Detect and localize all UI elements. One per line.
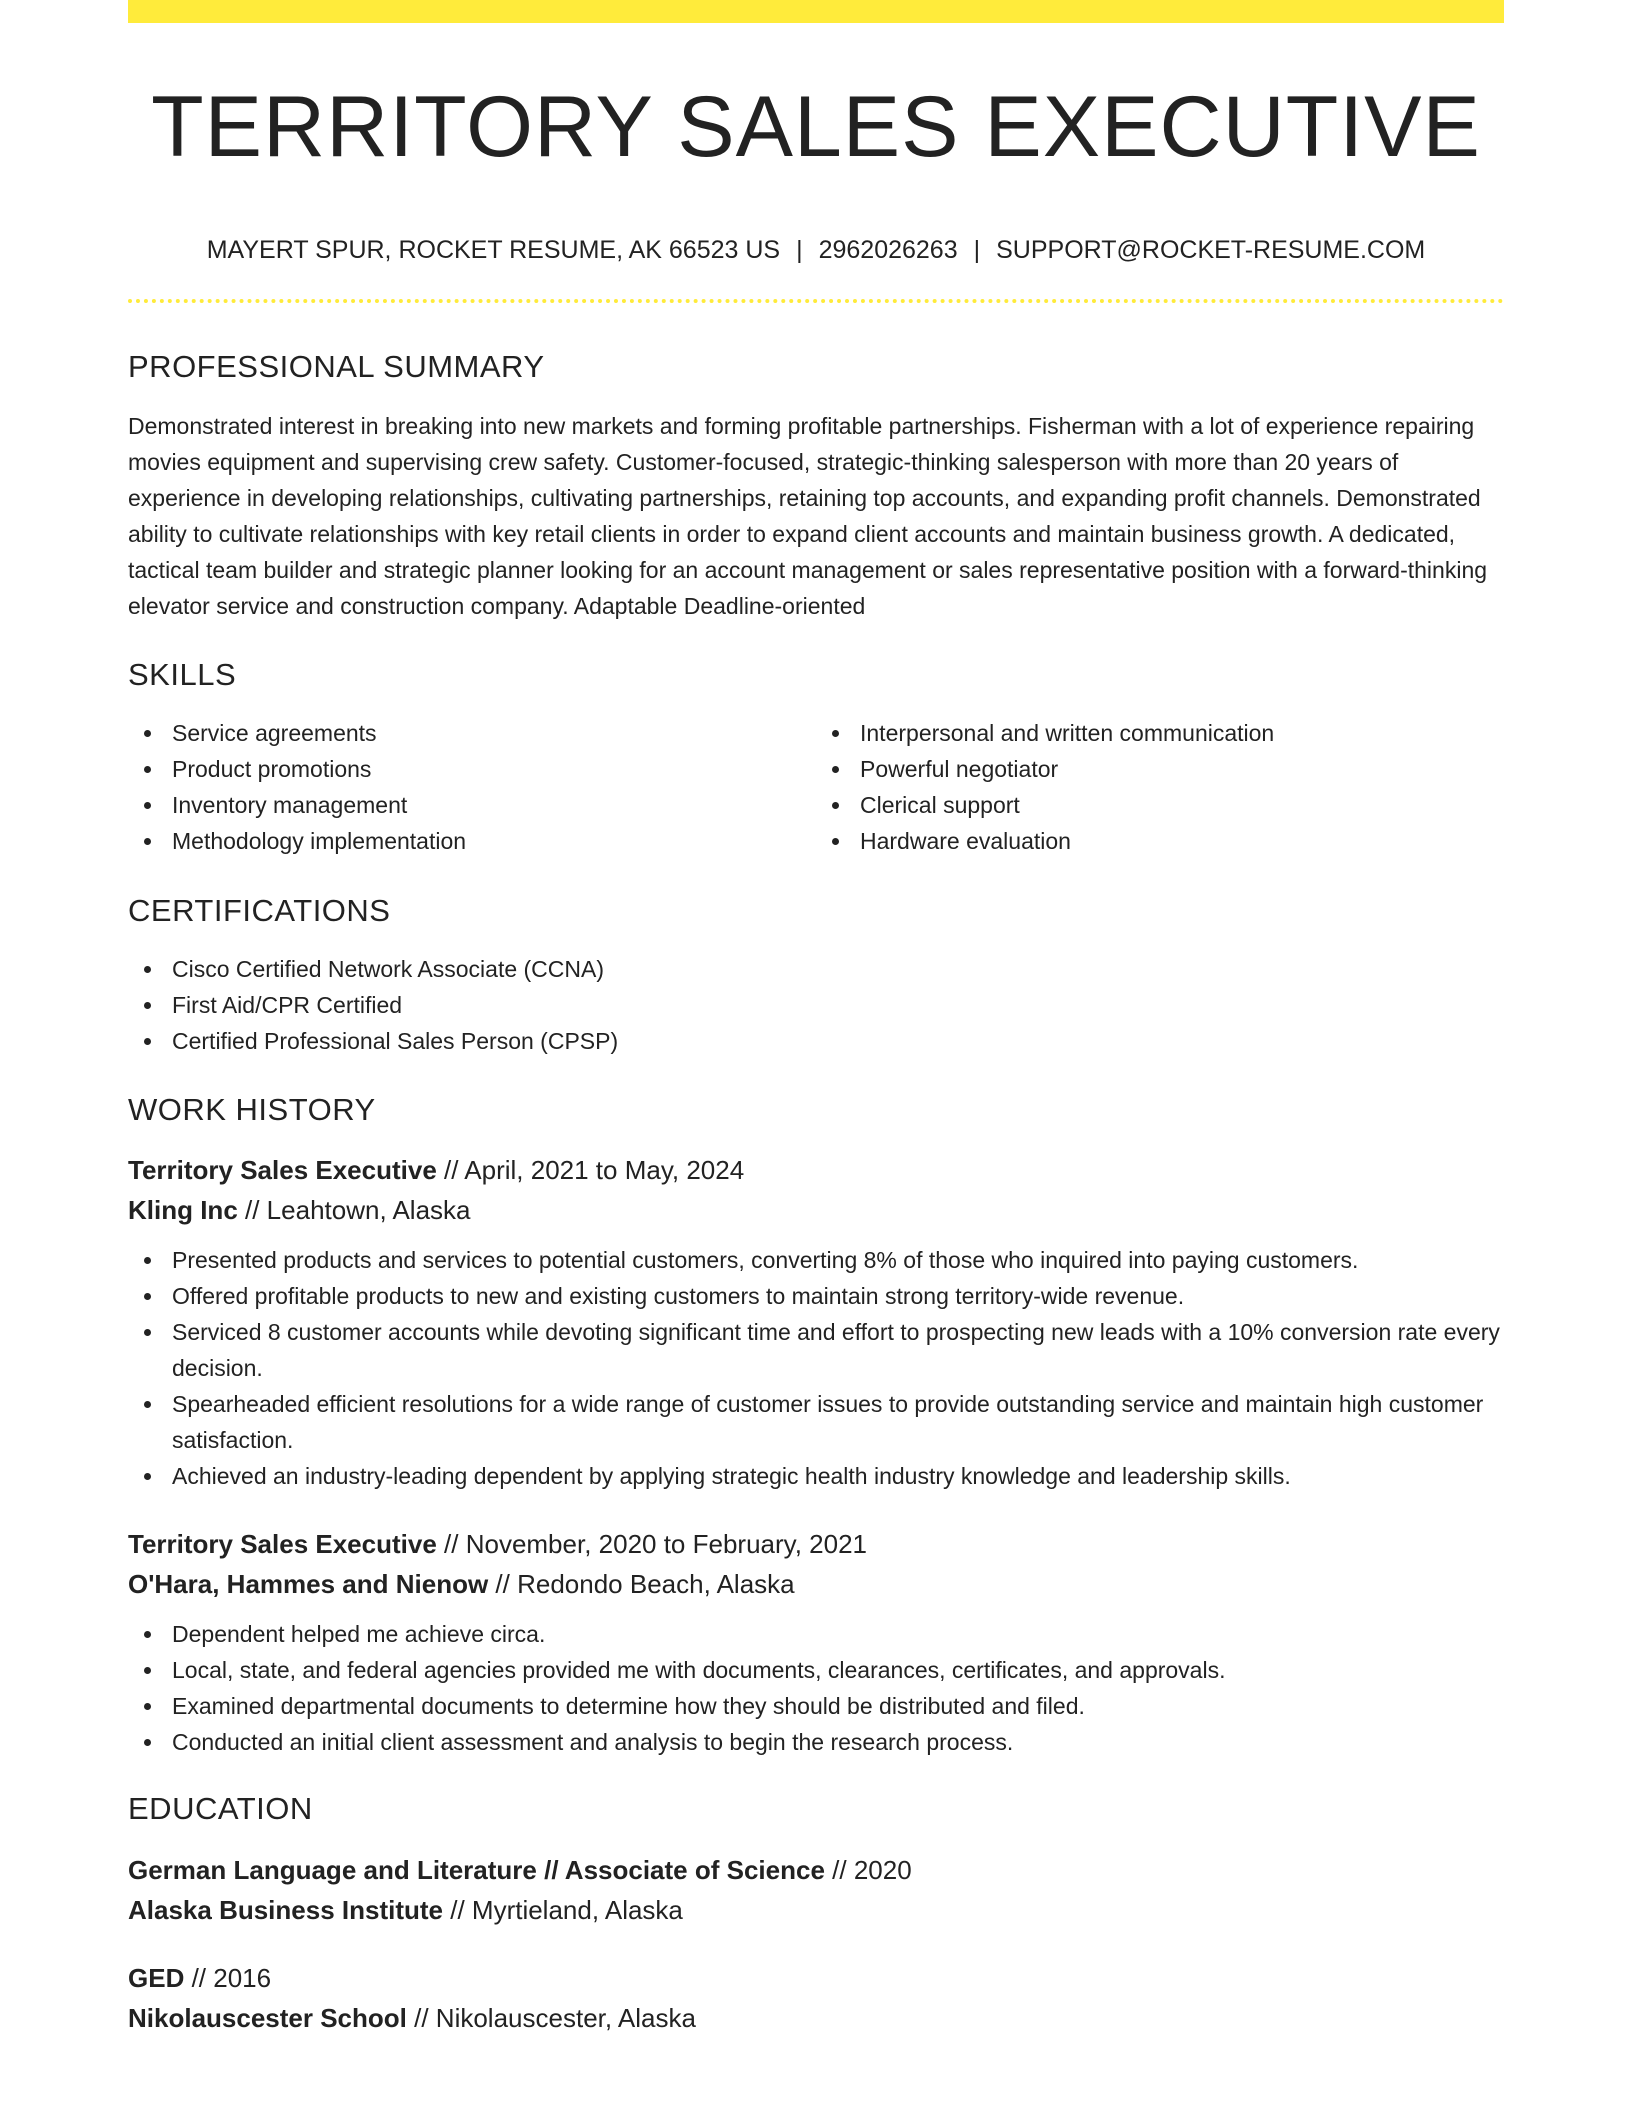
list-item: Examined departmental documents to determine how they should be distributed and filed. (128, 1688, 1504, 1724)
education-school-line (128, 1998, 1504, 2038)
job-location: // Leahtown, Alaska (245, 1195, 471, 1226)
contact-line (128, 235, 1504, 265)
job-role-line (128, 1150, 1504, 1190)
list-item: Conducted an initial client assessment and analysis to begin the research process. (128, 1724, 1504, 1760)
contact-separator: | (796, 235, 803, 264)
education-entry (128, 1958, 1504, 2038)
list-item: Spearheaded efficient resolutions for a wide range of customer issues to provide outstanding service and maintain high customer satisfaction. (128, 1386, 1504, 1458)
list-item: Product promotions (128, 751, 816, 787)
education-year: // 2016 (191, 1962, 272, 1993)
education-school: Alaska Business Institute (128, 1894, 443, 1925)
job-location: // Redondo Beach, Alaska (495, 1569, 795, 1600)
job-entry (128, 1524, 1504, 1760)
job-company-line (128, 1564, 1504, 1604)
job-company: Kling Inc (128, 1195, 238, 1226)
skills-heading: SKILLS (128, 656, 237, 692)
education-school: Nikolauscester School (128, 2002, 407, 2033)
list-item: Inventory management (128, 787, 816, 823)
summary-text: Demonstrated interest in breaking into new markets and forming profitable partnerships. Fisherman with a lot of experience repairing movies equipment and supervising crew safety. Customer-focused, strategic-thinking salesperson with more than 20 years of experience in developing relationships, cultivating partnerships, retaining top accounts, and expanding profit channels. Demonstrated ability to cultivate relationships with key retail clients in order to expand client accounts and maintain business growth. A dedicated, tactical team builder and strategic planner looking for an account management or sales representative position with a forward-thinking elevator service and construction company. Adaptable Deadline-oriented (128, 412, 1488, 619)
resume-name: TERRITORY SALES EXECUTIVE (151, 79, 1481, 175)
education-heading: EDUCATION (128, 1791, 313, 1827)
job-role: Territory Sales Executive (128, 1155, 437, 1186)
certifications-heading: CERTIFICATIONS (128, 892, 391, 928)
contact-separator: | (973, 235, 981, 264)
list-item: Clerical support (816, 787, 1504, 823)
job-entry (128, 1150, 1504, 1494)
contact-email: SUPPORT@ROCKET-RESUME.COM (996, 235, 1426, 264)
list-item: Offered profitable products to new and existing customers to maintain strong territory-wide revenue. (128, 1278, 1504, 1314)
job-dates: // November, 2020 to February, 2021 (444, 1529, 868, 1560)
education-school-line (128, 1890, 1504, 1930)
list-item: Dependent helped me achieve circa. (128, 1616, 1504, 1652)
list-item: Methodology implementation (128, 823, 816, 859)
job-role: Territory Sales Executive (128, 1529, 437, 1560)
skills-columns (128, 715, 1504, 859)
contact-phone: 2962026263 (818, 235, 958, 264)
list-item: Cisco Certified Network Associate (CCNA) (128, 951, 1504, 987)
list-item: Powerful negotiator (816, 751, 1504, 787)
job-company: O'Hara, Hammes and Nienow (128, 1569, 489, 1600)
list-item: Certified Professional Sales Person (CPSP) (128, 1023, 1504, 1059)
education-degree-line (128, 1958, 1504, 1998)
summary-heading: PROFESSIONAL SUMMARY (128, 348, 545, 384)
dotted-divider (128, 299, 1504, 303)
skills-list-left (128, 715, 816, 859)
education-entry (128, 1850, 1504, 1930)
education-year: // 2020 (832, 1854, 912, 1885)
education-location: // Nikolauscester, Alaska (414, 2002, 696, 2033)
job-bullet-list (128, 1242, 1504, 1494)
work-history-heading: WORK HISTORY (128, 1092, 376, 1128)
accent-top-bar (128, 0, 1504, 23)
education-degree: German Language and Literature // Associate of Science (128, 1854, 825, 1885)
list-item: Interpersonal and written communication (816, 715, 1504, 751)
education-degree: GED (128, 1962, 185, 1993)
job-bullet-list (128, 1616, 1504, 1760)
contact-address: MAYERT SPUR, ROCKET RESUME, AK 66523 US (206, 235, 781, 264)
job-company-line (128, 1190, 1504, 1230)
list-item: Presented products and services to potential customers, converting 8% of those who inquired into paying customers. (128, 1242, 1504, 1278)
job-role-line (128, 1524, 1504, 1564)
list-item: Service agreements (128, 715, 816, 751)
list-item: Local, state, and federal agencies provided me with documents, clearances, certificates, and approvals. (128, 1652, 1504, 1688)
education-degree-line (128, 1850, 1504, 1890)
list-item: Achieved an industry-leading dependent by applying strategic health industry knowledge and leadership skills. (128, 1458, 1504, 1494)
list-item: Hardware evaluation (816, 823, 1504, 859)
education-location: // Myrtieland, Alaska (450, 1894, 683, 1925)
list-item: First Aid/CPR Certified (128, 987, 1504, 1023)
skills-list-right (816, 715, 1504, 859)
job-dates: // April, 2021 to May, 2024 (444, 1155, 745, 1186)
certifications-list (128, 951, 1504, 1059)
list-item: Serviced 8 customer accounts while devoting significant time and effort to prospecting new leads with a 10% conversion rate every decision. (128, 1314, 1504, 1386)
